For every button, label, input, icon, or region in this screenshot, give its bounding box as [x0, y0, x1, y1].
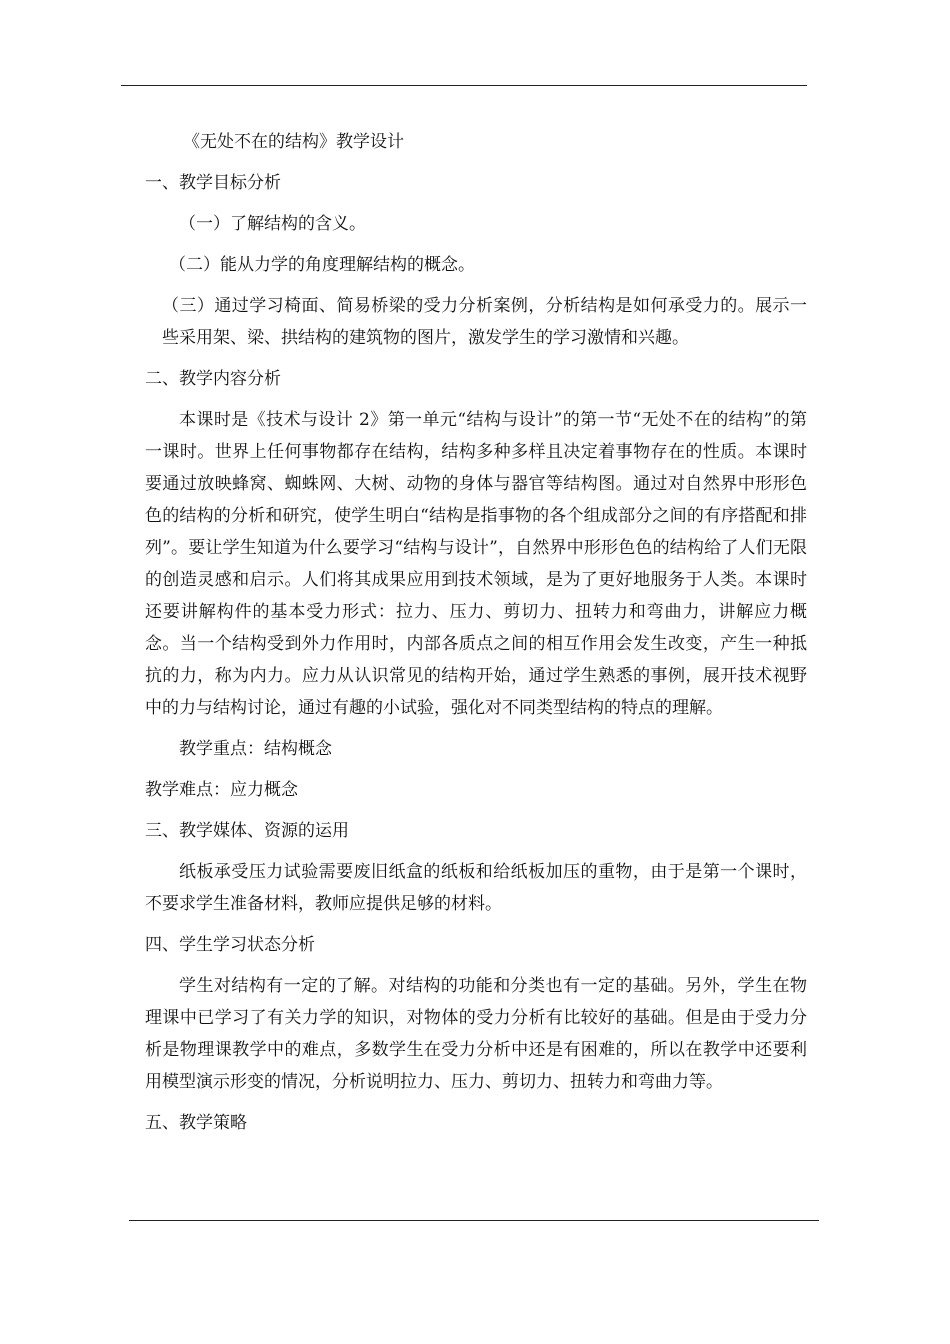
header-rule: [121, 85, 807, 86]
objective-item-2: （二）能从力学的角度理解结构的概念。: [169, 255, 475, 275]
student-analysis-paragraph: 学生对结构有一定的了解。对结构的功能和分类也有一定的基础。另外，学生在物理课中已学习了有关力学的知识，对物体的受力分析有比较好的基础。但是由于受力分析是物理课教学中的难点，多数学生在受力分析中还是有困难的，所以在教学中还要利用模型演示形变的情况，分析说明拉力、压力、剪切力、扭转力和弯曲力等。: [145, 976, 807, 1092]
difficulty-line: 教学难点：应力概念: [145, 780, 298, 800]
document-title: 《无处不在的结构》教学设计: [183, 132, 404, 152]
content-analysis-paragraph: 本课时是《技术与设计 2》第一单元“结构与设计”的第一节“无处不在的结构”的第一课时。世界上任何事物都存在结构，结构多种多样且决定着事物存在的性质。本课时要通过放映蜂窝、蜘蛛网、大树、动物的身体与器官等结构图。通过对自然界中形形色色的结构的分析和研究，使学生明白“结构是指事物的各个组成部分之间的有序搭配和排列”。要让学生知道为什么要学习“结构与设计”，自然界中形形色色的结构给了人们无限的创造灵感和启示。人们将其成果应用到技术领域，是为了更好地服务于人类。本课时还要讲解构件的基本受力形式：拉力、压力、剪切力、扭转力和弯曲力，讲解应力概念。当一个结构受到外力作用时，内部各质点之间的相互作用会发生改变，产生一种抵抗的力，称为内力。应力从认识常见的结构开始，通过学生熟悉的事例，展开技术视野中的力与结构讨论，通过有趣的小试验，强化对不同类型结构的特点的理解。: [145, 410, 807, 718]
objective-item-3: （三）通过学习椅面、简易桥梁的受力分析案例，分析结构是如何承受力的。展示一些采用架、梁、拱结构的建筑物的图片，激发学生的学习激情和兴趣。: [162, 296, 807, 348]
objective-item-1: （一）了解结构的含义。: [179, 214, 366, 234]
section-heading-students: 四、学生学习状态分析: [145, 935, 315, 955]
section-heading-content: 二、教学内容分析: [145, 369, 281, 389]
section-heading-media: 三、教学媒体、资源的运用: [145, 821, 349, 841]
section-heading-strategy: 五、教学策略: [145, 1113, 247, 1133]
media-paragraph: 纸板承受压力试验需要废旧纸盒的纸板和给纸板加压的重物，由于是第一个课时，不要求学生准备材料，教师应提供足够的材料。: [145, 862, 807, 914]
key-point-line: 教学重点：结构概念: [179, 739, 332, 759]
section-heading-objectives: 一、教学目标分析: [145, 173, 281, 193]
footer-rule: [129, 1220, 819, 1221]
document-body: [145, 126, 807, 1139]
